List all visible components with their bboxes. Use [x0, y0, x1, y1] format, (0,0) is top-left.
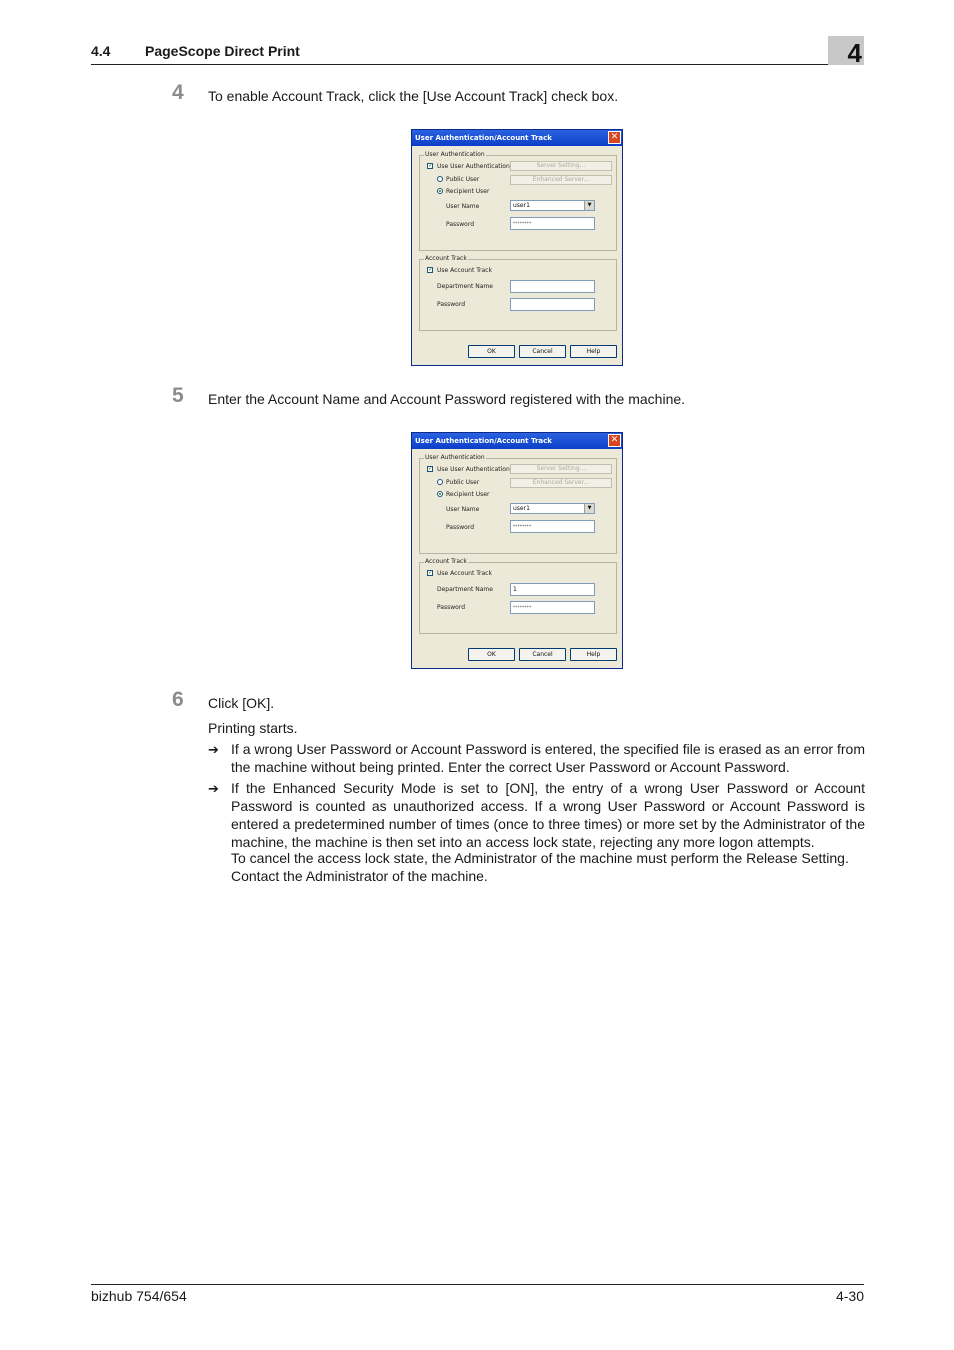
use-user-auth-label: Use User Authentication — [437, 466, 510, 473]
help-button[interactable]: Help — [570, 648, 617, 661]
user-name-label: User Name — [446, 506, 480, 513]
chapter-badge — [828, 36, 864, 68]
chevron-down-icon[interactable]: ▼ — [584, 504, 594, 513]
step-5-number: 5 — [172, 384, 184, 407]
step-6-text: Click [OK]. — [208, 695, 275, 711]
chapter-number: 4 — [847, 38, 862, 68]
footer-model: bizhub 754/654 — [91, 1288, 187, 1304]
account-password-label: Password — [437, 301, 466, 308]
arrow-icon: ➔ — [208, 742, 219, 757]
step-4-number: 4 — [172, 81, 184, 104]
password-label: Password — [446, 524, 475, 531]
department-name-label: Department Name — [437, 283, 493, 290]
recipient-user-label: Recipient User — [446, 491, 490, 498]
public-user-radio[interactable] — [437, 176, 443, 182]
account-track-group-label: Account Track — [425, 255, 467, 262]
bullet-2-extra: To cancel the access lock state, the Administrator of the machine must perform the Release Setting. Contact the Administrator of the machine. — [231, 850, 849, 884]
password-label: Password — [446, 221, 475, 228]
step-6-followup: Printing starts. — [208, 720, 298, 736]
footer-page-number: 4-30 — [835, 1288, 864, 1304]
password-field[interactable]: ******** — [510, 217, 595, 230]
use-user-auth-checkbox[interactable]: ✓ — [428, 162, 434, 169]
step-4-text: To enable Account Track, click the [Use Account Track] check box. — [208, 88, 619, 104]
dialog-screenshot-1 — [411, 129, 623, 366]
step-5-text: Enter the Account Name and Account Password registered with the machine. — [208, 391, 686, 407]
recipient-user-label: Recipient User — [446, 188, 490, 195]
use-account-track-label: Use Account Track — [437, 570, 492, 577]
help-button[interactable]: Help — [570, 345, 617, 358]
section-title: PageScope Direct Print — [145, 43, 300, 59]
use-account-track-checkbox[interactable]: ✓ — [428, 569, 434, 576]
cancel-button[interactable]: Cancel — [519, 648, 566, 661]
footer-rule — [91, 1284, 864, 1285]
section-number: 4.4 — [91, 43, 111, 59]
public-user-label: Public User — [446, 479, 480, 486]
use-user-auth-label: Use User Authentication — [437, 163, 510, 170]
close-icon[interactable]: ✕ — [608, 131, 621, 144]
close-icon[interactable]: ✕ — [608, 434, 621, 447]
enhanced-server-button[interactable]: Enhanced Server... — [510, 175, 612, 185]
user-auth-group-label: User Authentication — [425, 151, 485, 158]
server-setting-button[interactable]: Server Setting... — [510, 161, 612, 171]
user-name-value: user1 — [513, 505, 530, 512]
dialog-title: User Authentication/Account Track — [415, 134, 552, 142]
user-name-label: User Name — [446, 203, 480, 210]
department-name-field[interactable]: 1 — [510, 583, 595, 596]
ok-button[interactable]: OK — [468, 345, 515, 358]
bullet-2-text: If the Enhanced Security Mode is set to [ON], the entry of a wrong User Password or Account Password is counted as unauthorized access. If a wrong User Password or Account Password is entered a predetermined number of times (once to three times) or more set by the Administrator of the machine, the machine is then set into an access lock state, rejecting any more logon attempts. — [231, 780, 865, 850]
account-password-field[interactable] — [510, 298, 595, 311]
dialog-screenshot-2 — [411, 432, 623, 669]
account-password-field[interactable]: ******** — [510, 601, 595, 614]
cancel-button[interactable]: Cancel — [519, 345, 566, 358]
arrow-icon: ➔ — [208, 781, 219, 796]
bullet-1-text: If a wrong User Password or Account Password is entered, the specified file is erased as an error from the machine without being printed. Enter the correct User Password or Account Password. — [231, 741, 865, 775]
use-account-track-checkbox[interactable]: ✓ — [428, 266, 434, 273]
dialog-title: User Authentication/Account Track — [415, 437, 552, 445]
recipient-user-radio[interactable] — [437, 188, 443, 194]
step-6-number: 6 — [172, 688, 184, 711]
use-user-auth-checkbox[interactable]: ✓ — [428, 465, 434, 472]
dialog-title-bar — [412, 130, 622, 146]
department-name-label: Department Name — [437, 586, 493, 593]
department-name-field[interactable] — [510, 280, 595, 293]
chevron-down-icon[interactable]: ▼ — [584, 201, 594, 210]
ok-button[interactable]: OK — [468, 648, 515, 661]
enhanced-server-button[interactable]: Enhanced Server... — [510, 478, 612, 488]
password-field[interactable]: ******** — [510, 520, 595, 533]
recipient-user-radio[interactable] — [437, 491, 443, 497]
user-auth-group-label: User Authentication — [425, 454, 485, 461]
dialog-title-bar — [412, 433, 622, 449]
user-name-dropdown[interactable] — [510, 503, 595, 514]
use-account-track-label: Use Account Track — [437, 267, 492, 274]
public-user-radio[interactable] — [437, 479, 443, 485]
account-track-group-label: Account Track — [425, 558, 467, 565]
account-password-label: Password — [437, 604, 466, 611]
user-name-dropdown[interactable] — [510, 200, 595, 211]
server-setting-button[interactable]: Server Setting... — [510, 464, 612, 474]
public-user-label: Public User — [446, 176, 480, 183]
header-rule — [91, 64, 864, 65]
user-name-value: user1 — [513, 202, 530, 209]
